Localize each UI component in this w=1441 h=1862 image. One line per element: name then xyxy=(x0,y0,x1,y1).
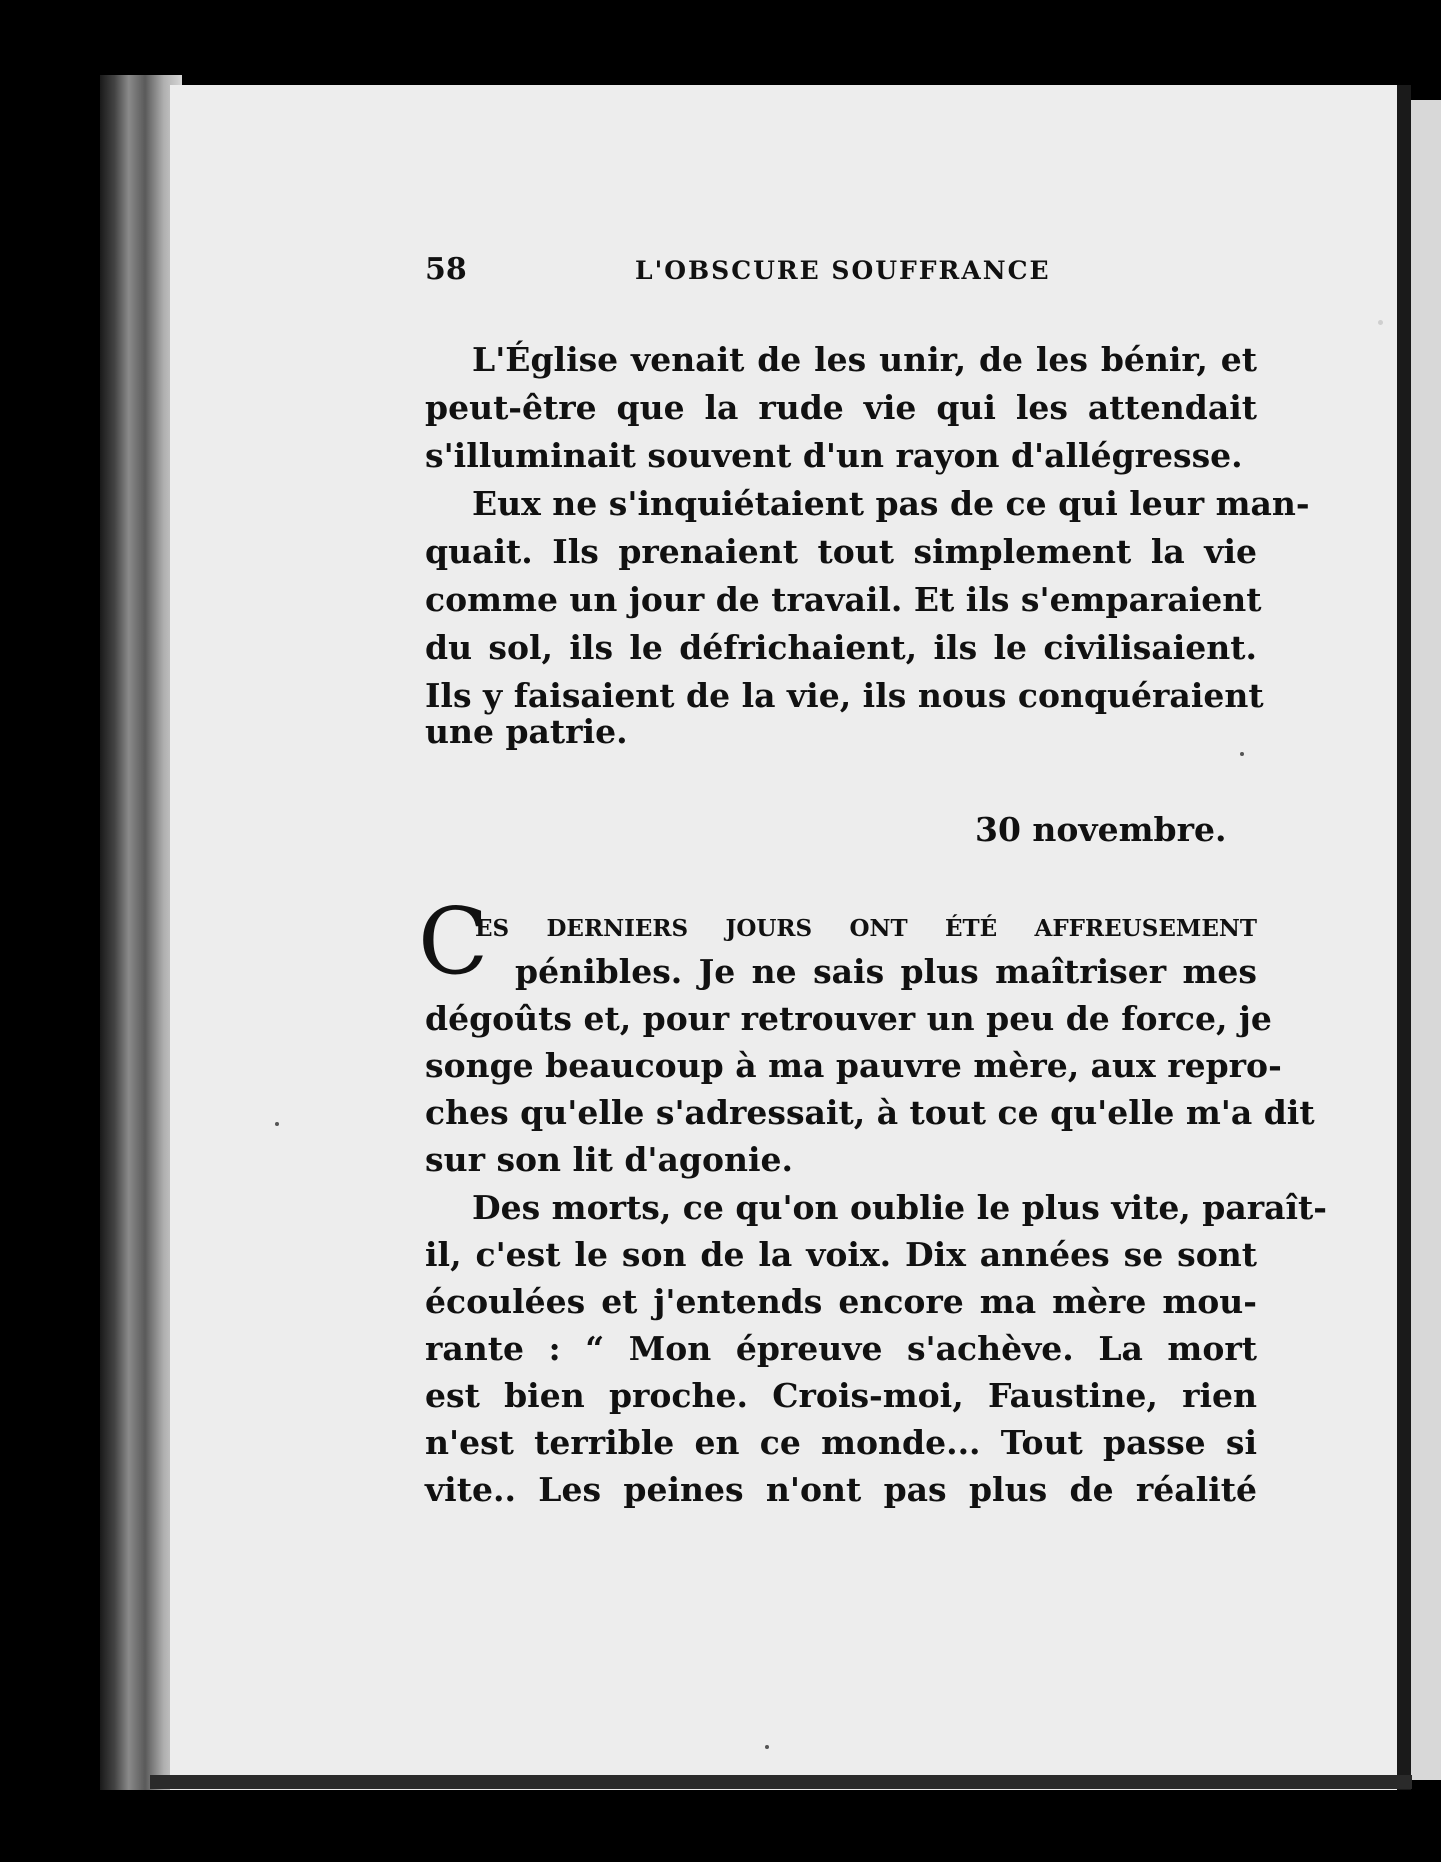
paragraph-3-line: ches qu'elle s'adressait, à tout ce qu'elle m'a dit xyxy=(425,1093,1315,1132)
paragraph-1-line: peut-être que la rude vie qui les attendait xyxy=(425,388,1257,427)
paragraph-4-line: est bien proche. Crois-moi, Faustine, rien xyxy=(425,1376,1257,1415)
scan-speck xyxy=(275,1122,279,1126)
paragraph-2-line: Eux ne s'inquiétaient pas de ce qui leur man- xyxy=(472,484,1310,523)
running-title: L'OBSCURE SOUFFRANCE xyxy=(635,256,1051,285)
paragraph-4-line: rante : “ Mon épreuve s'achève. La mort xyxy=(425,1329,1257,1368)
paragraph-3-line: songe beaucoup à ma pauvre mère, aux repro- xyxy=(425,1046,1282,1085)
paragraph-3-line: dégoûts et, pour retrouver un peu de force, je xyxy=(425,999,1272,1038)
scan-speck xyxy=(1378,320,1383,325)
paragraph-4-line: vite.. Les peines n'ont pas plus de réalité xyxy=(425,1470,1257,1509)
paragraph-2-line: une patrie. xyxy=(425,712,628,751)
paragraph-3-first-line: es derniers jours ont été affreusement xyxy=(475,905,1257,944)
paragraph-4-line: Des morts, ce qu'on oublie le plus vite, paraît- xyxy=(472,1188,1327,1227)
scan-speck xyxy=(765,1745,769,1749)
page-right-edge xyxy=(1397,85,1411,1790)
paragraph-2-line: quait. Ils prenaient tout simplement la vie xyxy=(425,532,1257,571)
paragraph-1-line: L'Église venait de les unir, de les bénir, et xyxy=(472,340,1257,379)
page-number: 58 xyxy=(425,252,467,287)
paragraph-2-line: comme un jour de travail. Et ils s'emparaient xyxy=(425,580,1262,619)
page-header xyxy=(425,252,1265,292)
page-bottom-edge xyxy=(150,1775,1412,1789)
dateline: 30 novembre. xyxy=(975,810,1227,849)
paragraph-2-line: du sol, ils le défrichaient, ils le civilisaient. xyxy=(425,628,1257,667)
paragraph-3-second-line: pénibles. Je ne sais plus maîtriser mes xyxy=(515,952,1257,991)
paragraph-4-line: il, c'est le son de la voix. Dix années se sont xyxy=(425,1235,1257,1274)
drop-cap: C xyxy=(418,888,489,995)
paragraph-4-line: écoulées et j'entends encore ma mère mou- xyxy=(425,1282,1257,1321)
paragraph-1-line: s'illuminait souvent d'un rayon d'allégresse. xyxy=(425,436,1243,475)
paragraph-2-line: Ils y faisaient de la vie, ils nous conquéraient xyxy=(425,676,1264,715)
next-page-sliver xyxy=(1411,100,1441,1780)
paragraph-3-line: sur son lit d'agonie. xyxy=(425,1140,793,1179)
paragraph-4-line: n'est terrible en ce monde... Tout passe si xyxy=(425,1423,1257,1462)
